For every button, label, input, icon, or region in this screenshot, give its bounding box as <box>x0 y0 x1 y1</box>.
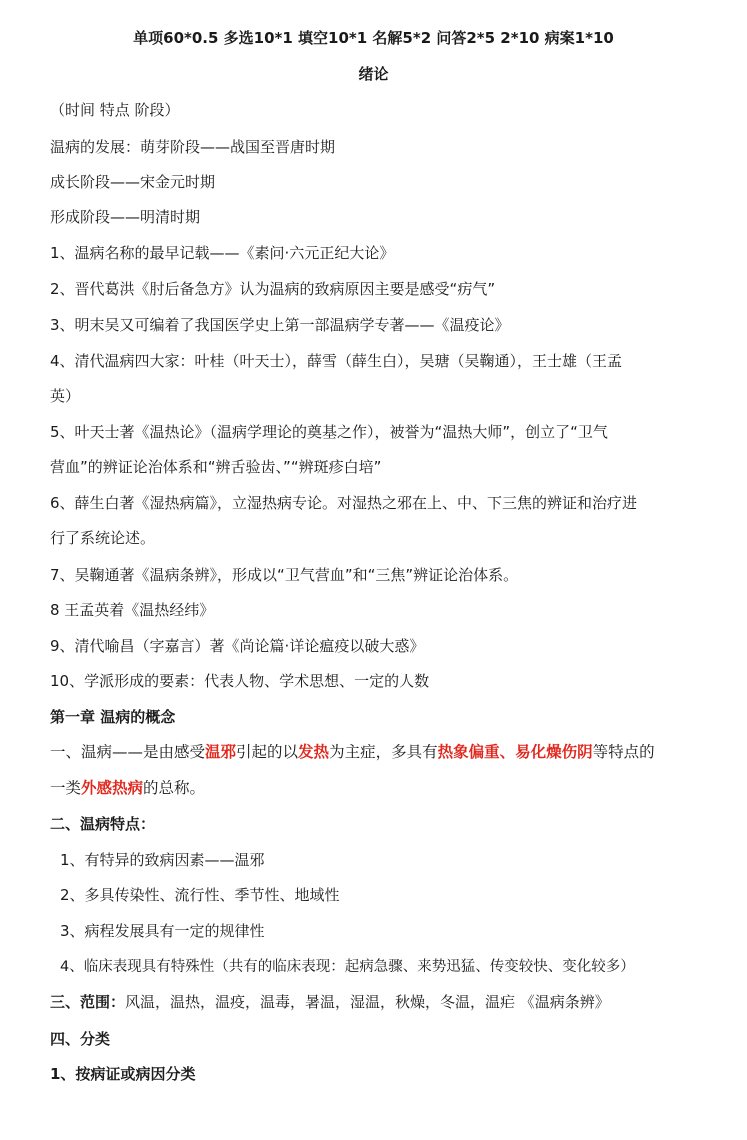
list-item: 5、叶天士著《温热论》（温病学理论的奠基之作），被誉为“温热大师”，创立了“卫气 <box>50 423 608 441</box>
intro-hint: （时间 特点 阶段） <box>50 101 180 119</box>
feature-item: 3、病程发展具有一定的规律性 <box>60 922 265 940</box>
exam-format-line: 单项60*0.5 多选10*1 填空10*1 名解5*2 问答2*5 2*10 病案1*10 <box>133 29 614 47</box>
list-item: 3、明末吴又可编着了我国医学史上第一部温病学专著——《温疫论》 <box>50 316 510 334</box>
definition-text: 等特点的 <box>592 743 655 761</box>
list-item: 4、清代温病四大家：叶桂（叶天士），薛雪（薛生白），吴瑭（吴鞠通），王士雄（王孟 <box>50 352 623 370</box>
scope-line <box>50 992 610 1012</box>
list-item: 7、吴鞠通著《温病条辨》，形成以“卫气营血”和“三焦”辨证论治体系。 <box>50 566 519 584</box>
list-item-continuation: 行了系统论述。 <box>50 529 156 547</box>
definition-text: 引起的以 <box>236 743 299 761</box>
highlight-fever: 发热 <box>298 743 330 761</box>
classification-subtitle: 1、按病证或病因分类 <box>50 1065 196 1083</box>
definition-line-2 <box>50 778 205 798</box>
highlight-external-febrile: 外感热病 <box>81 779 144 797</box>
list-item-continuation: 营血”的辨证论治体系和“辨舌验齿、”“辨斑疹白培” <box>50 458 382 476</box>
list-item: 10、学派形成的要素：代表人物、学术思想、一定的人数 <box>50 672 430 690</box>
feature-item: 2、多具传染性、流行性、季节性、地域性 <box>60 886 340 904</box>
scope-label: 三、范围： <box>50 993 126 1011</box>
definition-text: 为主症，多具有 <box>329 743 438 761</box>
chapter-title: 第一章 温病的概念 <box>50 708 176 726</box>
definition-text: 的总称。 <box>143 779 206 797</box>
features-title: 二、温病特点： <box>50 815 156 833</box>
definition-line-1 <box>50 742 655 762</box>
feature-item: 1、有特异的致病因素——温邪 <box>60 851 265 869</box>
feature-item: 4、临床表现具有特殊性（共有的临床表现：起病急骤、来势迅猛、传变较快、变化较多） <box>60 959 635 975</box>
list-item: 1、温病名称的最早记载——《素问·六元正纪大论》 <box>50 244 395 262</box>
scope-text: 风温，温热，温疫，温毒，暑温，湿温，秋燥，冬温，温疟 《温病条辨》 <box>125 993 610 1011</box>
highlight-warm-pathogen: 温邪 <box>205 743 237 761</box>
section-title: 绪论 <box>358 65 389 83</box>
definition-text: 一类 <box>50 779 82 797</box>
definition-text: 一、温病——是由感受 <box>50 743 206 761</box>
list-item: 6、薛生白著《湿热病篇》，立湿热病专论。对湿热之邪在上、中、下三焦的辨证和治疗进 <box>50 494 638 512</box>
list-item: 9、清代喻昌（字嘉言）著《尚论篇·详论瘟疫以破大惑》 <box>50 637 425 655</box>
list-item: 8 王孟英着《温热经纬》 <box>50 601 215 619</box>
highlight-heat-features: 热象偏重、易化燥伤阴 <box>437 743 593 761</box>
development-stage-1: 温病的发展：萌芽阶段——战国至晋唐时期 <box>50 138 336 156</box>
development-stage-3: 形成阶段——明清时期 <box>50 208 201 226</box>
development-stage-2: 成长阶段——宋金元时期 <box>50 173 216 191</box>
list-item: 2、晋代葛洪《肘后备急方》认为温病的致病原因主要是感受“疠气” <box>50 280 496 298</box>
list-item-continuation: 英） <box>50 387 81 405</box>
classification-title: 四、分类 <box>50 1030 111 1048</box>
